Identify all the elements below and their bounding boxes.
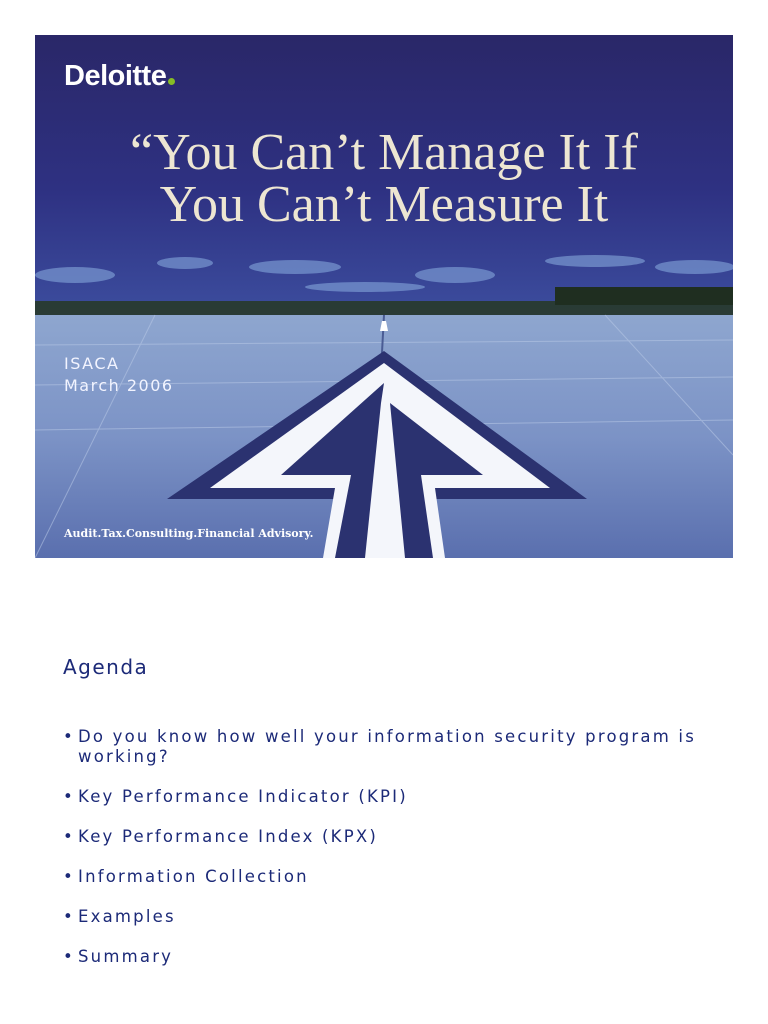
agenda-item-text: Information Collection: [78, 867, 309, 886]
logo-text: Deloitte: [64, 60, 167, 92]
agenda-item-text: Key Performance Indicator (KPI): [78, 787, 408, 806]
bullet-icon: •: [63, 727, 75, 746]
event-name: ISACA: [64, 354, 120, 373]
services-tagline: Audit.Tax.Consulting.Financial Advisory.: [64, 527, 314, 540]
bullet-icon: •: [63, 787, 75, 806]
agenda-list: [63, 727, 703, 987]
title-slide: [35, 35, 733, 558]
agenda-item: [63, 727, 703, 767]
slide-headline: [35, 124, 733, 233]
bullet-icon: •: [63, 827, 75, 846]
agenda-item-text: Summary: [78, 947, 174, 966]
agenda-item-text: Key Performance Index (KPX): [78, 827, 378, 846]
agenda-item-text: Examples: [78, 907, 176, 926]
bullet-icon: •: [63, 907, 75, 926]
event-date: March 2006: [64, 376, 174, 395]
bullet-icon: •: [63, 947, 75, 966]
event-info: [64, 353, 174, 397]
headline-line-1: “You Can’t Manage It If: [130, 124, 638, 181]
agenda-item: [63, 867, 703, 887]
bullet-icon: •: [63, 867, 75, 886]
agenda-item: [63, 907, 703, 927]
runway-arrow-background: [35, 35, 733, 558]
agenda-item: [63, 827, 703, 847]
agenda-heading: Agenda: [63, 655, 149, 679]
deloitte-logo: [64, 60, 175, 93]
agenda-item: [63, 947, 703, 967]
headline-line-2: You Can’t Measure It: [159, 176, 609, 233]
agenda-item: [63, 787, 703, 807]
logo-dot-icon: [168, 78, 175, 85]
agenda-item-text: Do you know how well your information security program is working?: [78, 727, 697, 766]
